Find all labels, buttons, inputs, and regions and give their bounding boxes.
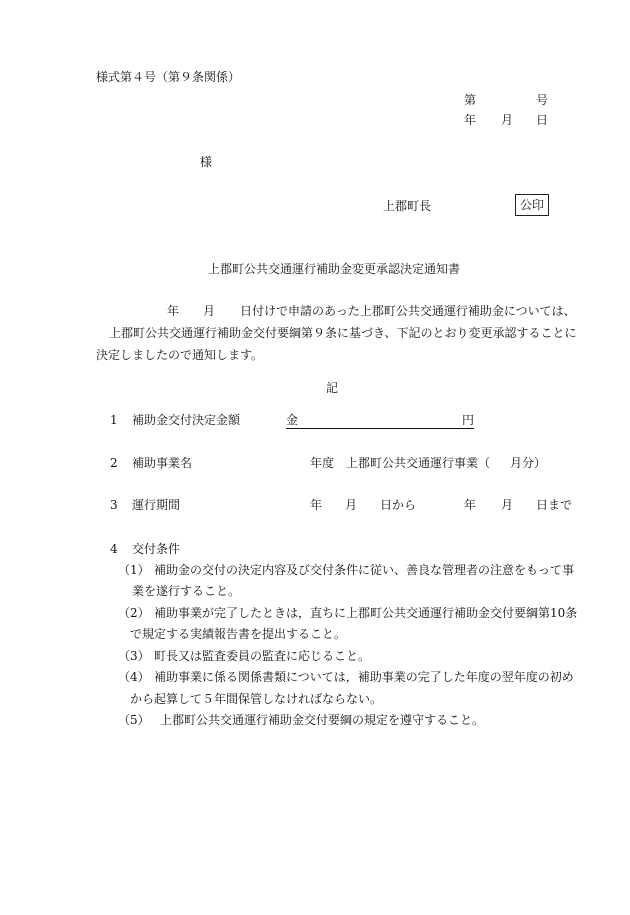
item-3-start-month: 月 bbox=[345, 498, 358, 512]
condition-2-line-2: で規定する実績報告書を提出すること。 bbox=[130, 627, 347, 641]
form-number: 様式第４号（第９条関係） bbox=[96, 70, 241, 84]
item-3-end-year: 年 bbox=[464, 498, 477, 512]
condition-4-line-1: 補助事業に係る関係書類については，補助事業の完了した年度の翌年度の初め bbox=[154, 670, 574, 684]
item-3-end-month: 月 bbox=[501, 498, 514, 512]
body-year: 年 bbox=[167, 304, 180, 318]
condition-4-number: （4） bbox=[118, 670, 150, 684]
condition-2-number: （2） bbox=[118, 606, 150, 620]
body-month: 月 bbox=[203, 304, 216, 318]
item-3-start-year: 年 bbox=[310, 498, 323, 512]
doc-number-go: 号 bbox=[536, 93, 549, 107]
item-1-amount-field bbox=[286, 413, 474, 432]
body-line-3: 決定しましたので通知します。 bbox=[96, 348, 264, 362]
document-title: 上郡町公共交通運行補助金変更承認決定通知書 bbox=[208, 262, 461, 276]
date-year: 年 bbox=[464, 113, 477, 127]
item-1-label: 補助金交付決定金額 bbox=[132, 413, 241, 427]
ki-heading: 記 bbox=[326, 381, 339, 395]
item-2-label: 補助事業名 bbox=[132, 456, 193, 470]
condition-1-number: （1） bbox=[118, 563, 150, 577]
official-seal: 公印 bbox=[515, 194, 549, 216]
item-3-number: 3 bbox=[110, 498, 118, 512]
item-1-number: 1 bbox=[110, 413, 118, 427]
item-2-number: 2 bbox=[110, 456, 118, 470]
doc-number-dai: 第 bbox=[464, 93, 477, 107]
sender-name: 上郡町長 bbox=[383, 199, 432, 213]
condition-4-line-2: から起算して５年間保管しなければならない。 bbox=[130, 692, 383, 706]
body-line-1: 日付けで申請のあった上郡町公共交通運行補助金については、 bbox=[240, 304, 576, 318]
item-4-number: 4 bbox=[110, 542, 118, 556]
item-2-bun: 月分） bbox=[510, 456, 547, 470]
addressee-sama: 様 bbox=[200, 155, 213, 169]
condition-3-number: （3） bbox=[118, 649, 150, 663]
condition-3-line-1: 町長又は監査委員の監査に応じること。 bbox=[154, 649, 371, 663]
condition-1-line-1: 補助金の交付の決定内容及び交付条件に従い、善良な管理者の注意をもって事 bbox=[154, 563, 575, 577]
condition-2-line-1: 補助事業が完了したときは，直ちに上郡町公共交通運行補助金交付要綱第10条 bbox=[154, 606, 578, 620]
item-4-label: 交付条件 bbox=[132, 542, 181, 556]
item-1-kin: 金 bbox=[286, 413, 299, 427]
item-2-nendo: 年度 上郡町公共交通運行事業（ bbox=[310, 456, 491, 470]
condition-1-line-2: 業を遂行すること。 bbox=[132, 584, 241, 598]
date-month: 月 bbox=[501, 113, 514, 127]
condition-5-number: （5） bbox=[118, 713, 150, 727]
body-line-2: 上郡町公共交通運行補助金交付要綱第９条に基づき、下記のとおり変更承認することに bbox=[109, 326, 577, 340]
item-3-from: 日から bbox=[380, 498, 417, 512]
date-day: 日 bbox=[536, 113, 549, 127]
item-1-en: 円 bbox=[461, 413, 474, 427]
condition-5-line-1: 上郡町公共交通運行補助金交付要綱の規定を遵守すること。 bbox=[160, 713, 485, 727]
item-3-until: 日まで bbox=[536, 498, 573, 512]
item-3-label: 運行期間 bbox=[132, 498, 181, 512]
